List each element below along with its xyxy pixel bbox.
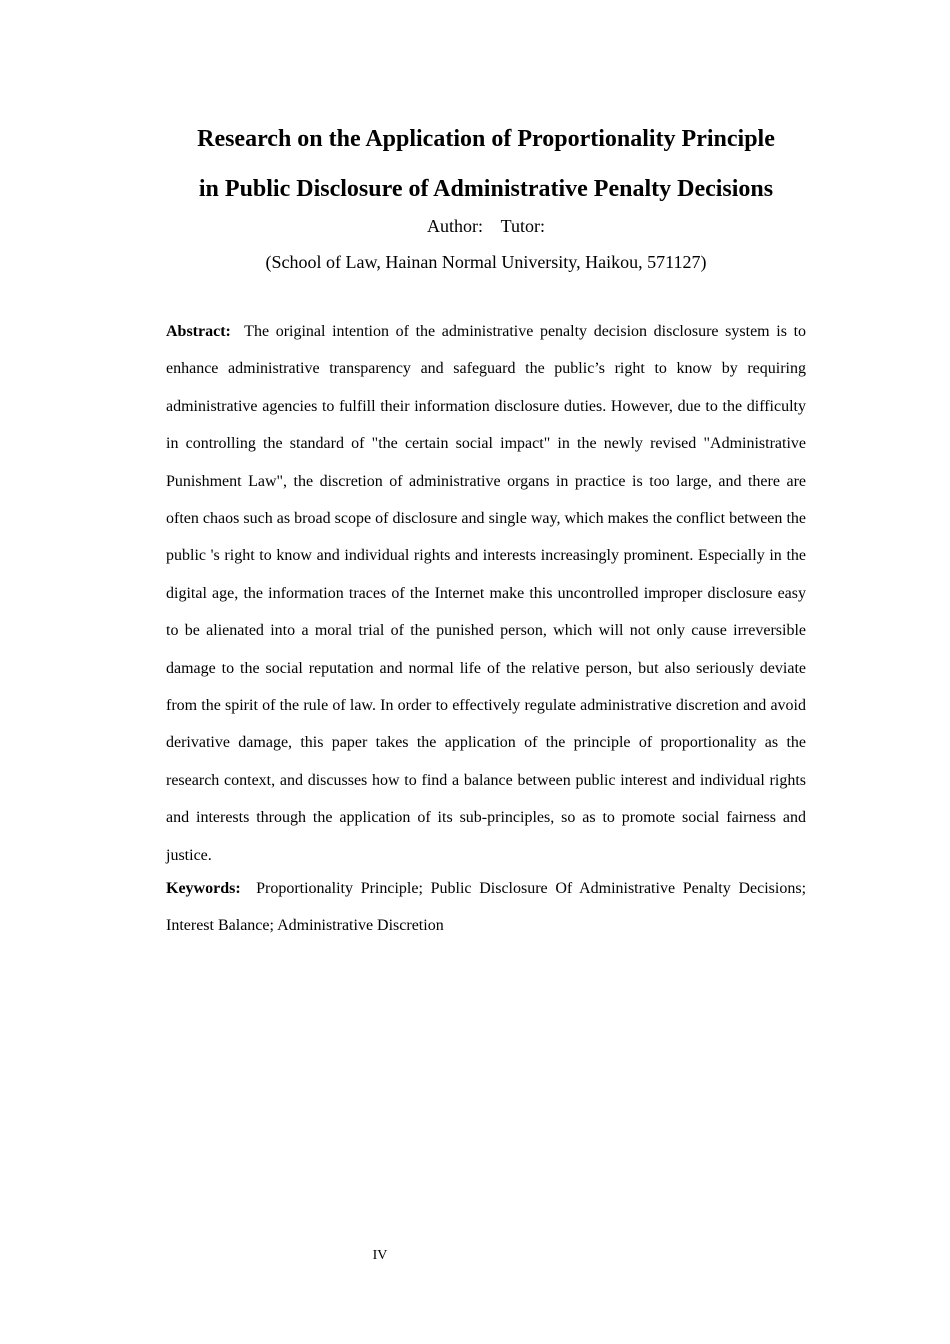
byline — [120, 214, 852, 238]
keywords — [166, 870, 806, 945]
abstract-text: The original intention of the administrative penalty decision disclosure system is to enhance administrative transparency and safeguard the public’s right to know by requiring administrative agencies to fulfill their information disclosure duties. However, due to the difficulty in controlling the standard of "the certain social impact" in the newly revised "Administrative Punishment Law", the discretion of administrative organs in practice is too large, and there are often chaos such as broad scope of disclosure and single way, which makes the conflict between the public 's right to know and individual rights and interests increasingly prominent. Especially in the digital age, the information traces of the Internet make this uncontrolled improper disclosure easy to be alienated into a moral trial of the punished person, which will not only cause irreversible damage to the social reputation and normal life of the relative person, but also seriously deviate from the spirit of the rule of law. In order to effectively regulate administrative discretion and avoid derivative damage, this paper takes the application of the principle of proportionality as the research context, and discusses how to find a balance between public interest and individual rights and interests through the application of its sub-principles, so as to promote social fairness and justice. — [166, 323, 807, 864]
keywords-text: Proportionality Principle; Public Disclosure Of Administrative Penalty Decisions; Interest Balance; Administrative Discretion — [166, 880, 807, 935]
abstract — [166, 313, 806, 874]
title-line-2: in Public Disclosure of Administrative Penalty Decisions — [198, 176, 774, 202]
keywords-label: Keywords: — [166, 880, 241, 897]
author-label: Author: — [426, 216, 483, 236]
title-line-1: Research on the Application of Proportionality Principle — [197, 126, 775, 152]
tutor-label: Tutor: — [500, 216, 546, 236]
abstract-label: Abstract: — [166, 323, 231, 340]
page-number: IV — [372, 1248, 388, 1263]
affiliation: (School of Law, Hainan Normal University, Haikou, 571127) — [265, 252, 707, 272]
